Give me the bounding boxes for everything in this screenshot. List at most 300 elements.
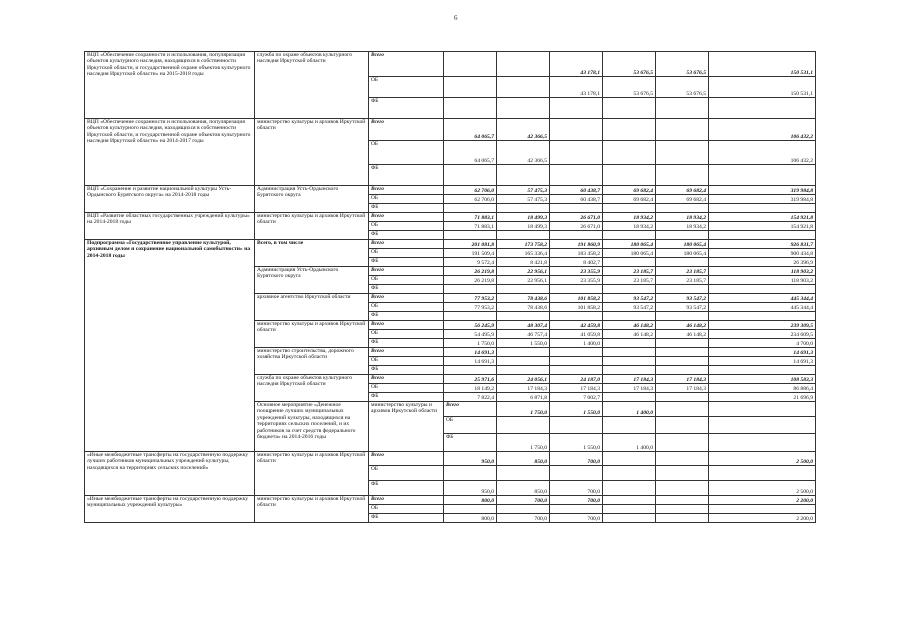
year-value-cell: 17 184,3 [497,384,550,393]
year-value-cell: 46 148,2 [656,321,709,330]
year-value-cell: 62 706,0 [444,195,497,204]
year-value-cell [656,312,709,321]
total-value-cell [709,285,816,294]
total-value-cell: 2 200,0 [709,514,816,523]
funding-source-cell: ФБ [369,258,444,267]
year-value-cell [603,258,656,267]
funding-source-cell: Всего [369,240,444,249]
total-value-cell [709,98,816,119]
total-value-cell [709,505,816,514]
year-value-cell: 17 184,3 [656,375,709,384]
year-value-cell: 17 184,3 [656,384,709,393]
year-value-cell [656,434,709,452]
year-value-cell: 1 550,0 [550,434,603,452]
funding-source-cell: ФБ [369,98,444,119]
year-value-cell: 700,0 [497,514,550,523]
executor-cell: министерство культуры и архивов Иркутской области [255,496,369,523]
funding-source-cell: ОБ [369,141,444,165]
year-value-cell [497,98,550,119]
funding-source-cell: ФБ [369,481,444,496]
year-value-cell: 42 459,8 [550,321,603,330]
page-number: 6 [454,14,458,22]
funding-source-cell: ОБ [369,222,444,231]
year-value-cell: 8 421,8 [497,258,550,267]
funding-source-cell: ФБ [369,514,444,523]
year-value-cell [550,466,603,481]
year-value-cell: 25 971,6 [444,375,497,384]
year-value-cell: 6 871,8 [497,393,550,402]
year-value-cell [497,312,550,321]
year-value-cell: 191 860,9 [550,240,603,249]
year-value-cell [550,141,603,165]
year-value-cell [497,366,550,375]
year-value-cell [550,348,603,357]
year-value-cell: 62 706,0 [444,186,497,195]
year-value-cell [497,231,550,240]
year-value-cell [444,77,497,98]
funding-source-cell: Всего [369,321,444,330]
table-row [85,52,816,77]
year-value-cell: 53 676,5 [656,77,709,98]
year-value-cell [444,231,497,240]
year-value-cell [656,119,709,141]
year-value-cell [497,204,550,213]
year-value-cell [497,505,550,514]
year-value-cell [444,52,497,77]
year-value-cell: 8 402,7 [550,258,603,267]
year-value-cell: 183 458,2 [550,249,603,258]
total-value-cell: 2 500,0 [709,481,816,496]
year-value-cell: 17 184,3 [603,384,656,393]
year-value-cell [603,231,656,240]
year-value-cell: 26 671,0 [550,222,603,231]
year-value-cell [656,514,709,523]
total-value-cell: 2 200,0 [709,496,816,505]
year-value-cell: 24 187,0 [550,375,603,384]
year-value-cell: 700,0 [497,496,550,505]
year-value-cell: 800,0 [444,514,497,523]
year-value-cell: 950,0 [444,452,497,466]
year-value-cell: 78 438,6 [497,294,550,303]
funding-source-cell: ОБ [369,384,444,393]
year-value-cell: 77 953,2 [444,303,497,312]
funding-source-cell: ФБ [369,366,444,375]
year-value-cell: 9 572,4 [444,258,497,267]
year-value-cell: 53 676,5 [603,77,656,98]
table-row [85,213,816,222]
executor-cell: Всего, в том числе [255,240,369,267]
year-value-cell: 78 438,6 [497,303,550,312]
year-value-cell [550,505,603,514]
year-value-cell [444,165,497,186]
funding-source-cell: ОБ [369,466,444,481]
year-value-cell [603,348,656,357]
year-value-cell [656,98,709,119]
executor-cell: министерство культуры и архивов Иркутской области [255,119,369,186]
year-value-cell [444,366,497,375]
year-value-cell [497,165,550,186]
total-value-cell: 150 531,1 [709,52,816,77]
year-value-cell [444,312,497,321]
year-value-cell [603,481,656,496]
year-value-cell [603,514,656,523]
total-value-cell: 154 921,8 [709,222,816,231]
year-value-cell [497,357,550,366]
total-value-cell [709,366,816,375]
year-value-cell: 180 065,4 [603,249,656,258]
year-value-cell: 60 438,7 [550,195,603,204]
program-name-cell: ВЦП «Сохранение и развитие национальной культуры Усть-Ордынского Бурятского округа» на 2014-2018 годы [85,186,255,213]
year-value-cell: 850,0 [497,452,550,466]
year-value-cell [709,434,816,452]
year-value-cell: 43 178,1 [550,77,603,98]
year-value-cell: 165 336,4 [497,249,550,258]
table-row [85,119,816,141]
funding-source-cell: ОБ [369,249,444,258]
year-value-cell: 1 550,0 [497,339,550,348]
year-value-cell: 700,0 [550,496,603,505]
executor-cell: Администрация Усть-Ордынского Бурятского округа [255,186,369,213]
year-value-cell [497,348,550,357]
total-value-cell: 154 921,8 [709,213,816,222]
year-value-cell: 48 307,4 [497,321,550,330]
executor-cell: министерство культуры и архивов Иркутской области [255,452,369,496]
year-value-cell: 18 934,2 [603,213,656,222]
year-value-cell [550,357,603,366]
table-row [85,186,816,195]
year-value-cell [603,466,656,481]
year-value-cell [497,52,550,77]
year-value-cell [603,204,656,213]
executor-cell: министерство культуры и архивов Иркутской области [255,321,369,348]
year-value-cell [603,339,656,348]
year-value-cell [656,285,709,294]
total-value-cell: 445 344,4 [709,303,816,312]
total-value-cell: 4 700,0 [709,339,816,348]
program-name-cell: ВЦП «Обеспечение сохранности и использования, популяризация объектов культурного наследия, находящихся в собственности Иркутской области, и государственной охране объектов культурного наследия Иркутской области» на 2015-2018 годы [85,52,255,119]
year-value-cell [550,417,603,434]
funding-source-cell: Всего [369,267,444,276]
year-value-cell: 101 858,2 [550,303,603,312]
year-value-cell: 54 495,9 [444,330,497,339]
year-value-cell [550,119,603,141]
budget-table [84,51,816,523]
total-value-cell: 234 609,5 [709,330,816,339]
year-value-cell [656,481,709,496]
total-value-cell: 106 432,2 [709,119,816,141]
year-value-cell: 23 185,7 [656,276,709,285]
year-value-cell: 101 858,2 [550,294,603,303]
year-value-cell [444,505,497,514]
year-value-cell: 1 550,0 [550,402,603,417]
year-value-cell: 42 366,5 [497,141,550,165]
year-value-cell [709,417,816,434]
table-row [85,452,816,466]
year-value-cell: 26 219,8 [444,267,497,276]
funding-source-cell: ФБ [369,339,444,348]
funding-source-cell: ОБ [369,330,444,339]
year-value-cell: 60 438,7 [550,186,603,195]
year-value-cell: 69 682,4 [656,195,709,204]
total-value-cell [709,204,816,213]
year-value-cell: 18 149,2 [444,384,497,393]
year-value-cell: 42 366,5 [497,119,550,141]
year-value-cell: 23 355,9 [550,276,603,285]
year-value-cell: 24 056,1 [497,375,550,384]
year-value-cell: 23 355,9 [550,267,603,276]
year-value-cell: 191 509,4 [444,249,497,258]
total-value-cell [709,165,816,186]
total-value-cell: 118 903,2 [709,276,816,285]
total-value-cell [709,231,816,240]
year-value-cell: 18 499,3 [497,213,550,222]
year-value-cell: 26 671,0 [550,213,603,222]
year-value-cell [603,452,656,466]
year-value-cell [550,98,603,119]
year-value-cell [656,452,709,466]
year-value-cell: 18 934,2 [603,222,656,231]
year-value-cell [444,98,497,119]
year-value-cell [656,339,709,348]
total-value-cell: 21 696,9 [709,393,816,402]
total-value-cell: 14 691,3 [709,348,816,357]
funding-source-cell: ФБ [369,204,444,213]
year-value-cell: 22 956,1 [497,267,550,276]
year-value-cell [656,357,709,366]
funding-source-cell: Всего [369,213,444,222]
year-value-cell [603,119,656,141]
year-value-cell: 1 400,0 [603,402,656,417]
year-value-cell [603,165,656,186]
year-value-cell: 14 691,3 [444,348,497,357]
year-value-cell: 41 059,8 [550,330,603,339]
year-value-cell: 22 956,1 [497,276,550,285]
funding-source-cell: ФБ [369,312,444,321]
year-value-cell: 18 934,2 [656,222,709,231]
total-value-cell [709,466,816,481]
executor-cell: служба по охране объектов культурного наследия Иркутской области [255,375,369,402]
total-value-cell: 118 903,2 [709,267,816,276]
program-name-cell: Основное мероприятие «Денежное поощрение лучших муниципальных учреждений культуры, находящихся на территориях сельских поселений, и их работников за счет средств федерального бюджета» на 2014-2016 годы [255,402,369,452]
year-value-cell [603,312,656,321]
year-value-cell: 700,0 [550,452,603,466]
total-value-cell: 900 434,8 [709,249,816,258]
funding-source-cell: ФБ [369,285,444,294]
year-value-cell [497,417,550,434]
year-value-cell [550,366,603,375]
year-value-cell: 69 682,4 [603,195,656,204]
year-value-cell: 1 750,0 [497,402,550,417]
funding-source-cell: Всего [369,186,444,195]
year-value-cell: 850,0 [497,481,550,496]
executor-cell: министерство строительства, дорожного хозяйства Иркутской области [255,348,369,375]
year-value-cell [444,204,497,213]
year-value-cell [497,285,550,294]
funding-source-cell: Всего [369,452,444,466]
year-value-cell [497,466,550,481]
year-value-cell: 23 185,7 [656,267,709,276]
year-value-cell: 57 475,3 [497,195,550,204]
year-value-cell: 180 065,4 [603,240,656,249]
executor-cell: Администрация Усть-Ордынского Бурятского округа [255,267,369,294]
year-value-cell [656,417,709,434]
total-value-cell: 26 396,9 [709,258,816,267]
year-value-cell [603,366,656,375]
year-value-cell: 201 081,8 [444,240,497,249]
year-value-cell: 1 750,0 [497,434,550,452]
year-value-cell: 64 065,7 [444,119,497,141]
funding-source-cell: ОБ [369,77,444,98]
funding-source-cell: ОБ [369,303,444,312]
funding-source-cell: ОБ [369,357,444,366]
year-value-cell [603,496,656,505]
year-value-cell [656,505,709,514]
program-name-cell: ВЦП «Обеспечение сохранности и использования, популяризация объектов культурного наследия, находящихся в собственности Иркутской области, и государственной охране объектов культурного наследия Иркутской области» на 2014-2017 годы [85,119,255,186]
funding-source-cell: Всего [444,402,497,417]
year-value-cell: 46 148,2 [603,321,656,330]
year-value-cell [603,141,656,165]
year-value-cell [444,466,497,481]
year-value-cell [603,98,656,119]
total-value-cell: 2 500,0 [709,452,816,466]
year-value-cell: 56 245,9 [444,321,497,330]
funding-source-cell: ОБ [369,276,444,285]
program-name-cell: ВЦП «Развитие областных государственных учреждений культуры» на 2014-2018 годы [85,213,255,240]
year-value-cell [550,231,603,240]
year-value-cell: 700,0 [550,481,603,496]
year-value-cell: 23 185,7 [603,276,656,285]
year-value-cell [603,505,656,514]
year-value-cell [603,393,656,402]
program-name-cell: «Иные межбюджетные трансферты на государственную поддержку муниципальных учреждений культуры» [85,496,255,523]
total-value-cell: 239 309,5 [709,321,816,330]
year-value-cell: 180 065,4 [656,249,709,258]
year-value-cell: 57 475,3 [497,186,550,195]
year-value-cell: 93 547,2 [603,294,656,303]
year-value-cell: 71 883,1 [444,213,497,222]
year-value-cell: 1 400,0 [603,434,656,452]
year-value-cell: 46 757,4 [497,330,550,339]
total-value-cell: 319 984,8 [709,186,816,195]
table-row [85,496,816,505]
funding-source-cell: Всего [369,52,444,77]
year-value-cell: 26 219,8 [444,276,497,285]
year-value-cell [603,417,656,434]
year-value-cell: 71 883,1 [444,222,497,231]
year-value-cell [550,204,603,213]
executor-cell: служба по охране объектов культурного наследия Иркутской области [255,52,369,119]
year-value-cell [656,393,709,402]
year-value-cell: 69 682,4 [656,186,709,195]
total-value-cell: 150 531,1 [709,77,816,98]
year-value-cell [709,402,816,417]
year-value-cell: 1 750,0 [444,339,497,348]
total-value-cell: 319 984,8 [709,195,816,204]
year-value-cell [656,466,709,481]
total-value-cell: 14 691,3 [709,357,816,366]
total-value-cell [709,312,816,321]
year-value-cell: 93 547,2 [656,303,709,312]
year-value-cell: 46 148,2 [656,330,709,339]
year-value-cell: 180 065,4 [656,240,709,249]
year-value-cell: 14 691,3 [444,357,497,366]
year-value-cell [656,204,709,213]
year-value-cell [656,258,709,267]
year-value-cell: 53 676,5 [656,52,709,77]
funding-source-cell: Всего [369,348,444,357]
year-value-cell: 64 065,7 [444,141,497,165]
year-value-cell [656,496,709,505]
year-value-cell: 18 934,2 [656,213,709,222]
year-value-cell [603,285,656,294]
funding-source-cell: Всего [369,375,444,384]
funding-source-cell: ФБ [369,231,444,240]
year-value-cell [656,141,709,165]
year-value-cell: 950,0 [444,481,497,496]
funding-source-cell: ОБ [444,417,497,434]
year-value-cell: 23 185,7 [603,267,656,276]
year-value-cell: 1 400,0 [550,339,603,348]
funding-source-cell: Всего [369,119,444,141]
funding-source-cell: Всего [369,496,444,505]
year-value-cell: 93 547,2 [603,303,656,312]
year-value-cell: 43 178,1 [550,52,603,77]
year-value-cell [550,312,603,321]
table-row [85,240,816,249]
year-value-cell [656,231,709,240]
year-value-cell: 17 184,3 [550,384,603,393]
funding-source-cell: ФБ [369,393,444,402]
year-value-cell [550,165,603,186]
year-value-cell: 53 676,5 [603,52,656,77]
total-value-cell: 926 831,7 [709,240,816,249]
year-value-cell [444,285,497,294]
year-value-cell: 77 953,2 [444,294,497,303]
year-value-cell: 173 758,2 [497,240,550,249]
year-value-cell: 69 682,4 [603,186,656,195]
executor-cell: министерство культуры и архивов Иркутской области [255,213,369,240]
funding-source-cell: Всего [369,294,444,303]
executor-cell: министерство культуры и архивов Иркутской области [369,402,444,452]
funding-source-cell: ФБ [369,165,444,186]
year-value-cell [603,357,656,366]
year-value-cell: 46 148,2 [603,330,656,339]
executor-cell: архивное агентство Иркутской области [255,294,369,321]
year-value-cell: 7 822,4 [444,393,497,402]
year-value-cell: 700,0 [550,514,603,523]
program-name-cell: Подпрограмма «Государственное управление культурой, архивным делом и сохранение национальной самобытности» на 2014-2018 годы [85,240,255,452]
total-value-cell: 106 432,2 [709,141,816,165]
funding-source-cell: ОБ [369,195,444,204]
year-value-cell: 18 499,3 [497,222,550,231]
year-value-cell: 7 002,7 [550,393,603,402]
year-value-cell [550,285,603,294]
year-value-cell [656,165,709,186]
year-value-cell [656,348,709,357]
year-value-cell: 17 184,3 [603,375,656,384]
funding-source-cell: ОБ [369,505,444,514]
year-value-cell: 800,0 [444,496,497,505]
program-name-cell: «Иные межбюджетные трансферты на государственную поддержку лучших работников муниципальных учреждений культуры, находящихся на территориях сельских поселений» [85,452,255,496]
funding-source-cell: ФБ [444,434,497,452]
year-value-cell [497,77,550,98]
year-value-cell: 93 547,2 [656,294,709,303]
total-value-cell: 445 344,4 [709,294,816,303]
year-value-cell [656,366,709,375]
total-value-cell: 86 886,4 [709,384,816,393]
year-value-cell [656,402,709,417]
total-value-cell: 108 583,3 [709,375,816,384]
